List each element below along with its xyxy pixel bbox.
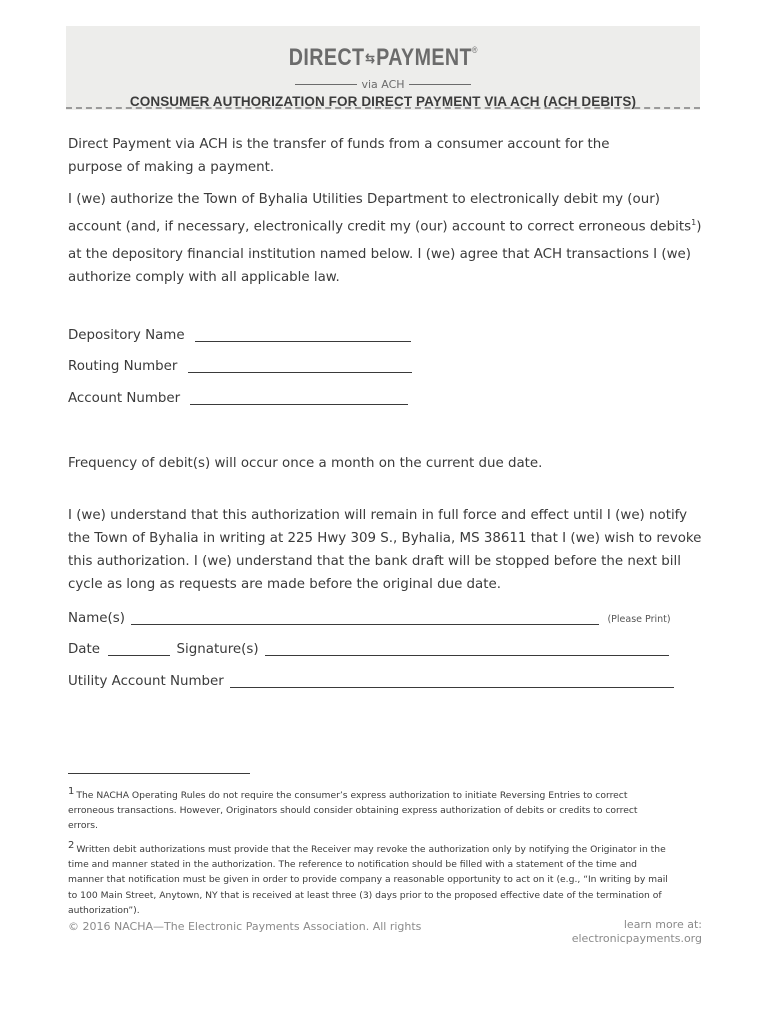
footnote-divider bbox=[68, 773, 250, 774]
title-divider bbox=[66, 107, 700, 109]
frequency-text: Frequency of debit(s) will occur once a month on the current due date. bbox=[68, 456, 543, 471]
page-title: CONSUMER AUTHORIZATION FOR DIRECT PAYMENT VIA ACH (ACH DEBITS) bbox=[129, 94, 637, 109]
auth-line-2: account (and, if necessary, electronically credit my (our) account to correct erroneous debits$^1$) bbox=[68, 218, 702, 235]
routing-number-field bbox=[68, 358, 412, 374]
authorization-paragraph bbox=[68, 188, 718, 238]
intro-paragraph bbox=[68, 133, 708, 179]
website-link[interactable]: electronicpayments.org bbox=[571, 932, 702, 945]
logo-sub-text: via ACH bbox=[361, 78, 405, 91]
understand-line-1: I (we) understand that this authorization will remain in full force and effect until I (we) notify bbox=[68, 508, 688, 523]
understand-line-3: this authorization. I (we) understand that the bank draft will be stopped before the next bill bbox=[68, 554, 681, 569]
auth-line-1: I (we) authorize the Town of Byhalia Utilities Department to electronically debit my (our) bbox=[68, 192, 660, 207]
please-print-note: (Please Print) bbox=[607, 614, 671, 625]
auth-line-4: authorize comply with all applicable law. bbox=[68, 270, 340, 285]
footnote-ref-1: 1 bbox=[691, 218, 697, 227]
logo-text-right: PAYMENT bbox=[375, 44, 472, 71]
arrows-icon: ⇆ bbox=[364, 50, 376, 66]
intro-line-1: Direct Payment via ACH is the transfer of funds from a consumer account for the bbox=[68, 137, 610, 152]
logo-text-left: DIRECT bbox=[288, 44, 365, 71]
footnote-2: 2 Written debit authorizations must provide that the Receiver may revoke the authorization only by notifying the Originator in the time and manner stated in the authorization. The reference to notification should be filled with a statement of the time and manner that notification must be given in order to provide company a reasonable opportunity to act on it (e.g., “In writing by mail to 100 Main Street, Anytown, NY that is received at least three (3) days prior to the proposed effective date of the termination of authorization”). bbox=[68, 840, 668, 916]
utility-account-field bbox=[68, 673, 674, 689]
depository-name-input[interactable] bbox=[195, 327, 411, 342]
account-number-field bbox=[68, 390, 408, 406]
footnote-1-number: 1 bbox=[68, 786, 75, 797]
signature-input[interactable] bbox=[265, 641, 669, 656]
utility-account-label: Utility Account Number bbox=[68, 674, 224, 689]
footnote-2-number: 2 bbox=[68, 840, 75, 851]
names-input[interactable] bbox=[131, 610, 599, 625]
auth-line-3: at the depository financial institution named below. I (we) agree that ACH transactions I (we) bbox=[68, 247, 692, 262]
registered-mark: ® bbox=[471, 45, 478, 55]
direct-payment-logo bbox=[66, 44, 700, 72]
routing-number-label: Routing Number bbox=[68, 359, 178, 374]
understand-line-2: the Town of Byhalia in writing at 225 Hwy 309 S., Byhalia, MS 38611 that I (we) wish to revoke bbox=[68, 531, 702, 546]
account-number-input[interactable] bbox=[190, 390, 408, 405]
date-label: Date bbox=[68, 642, 101, 657]
depository-name-label: Depository Name bbox=[68, 328, 185, 343]
date-signature-field bbox=[68, 641, 669, 657]
names-field bbox=[68, 610, 671, 626]
learn-more-label: learn more at: bbox=[623, 918, 702, 931]
revocation-paragraph bbox=[68, 504, 718, 596]
date-input[interactable] bbox=[108, 641, 170, 656]
authorization-paragraph-cont bbox=[68, 243, 718, 289]
intro-line-2: purpose of making a payment. bbox=[68, 160, 275, 175]
understand-line-4: cycle as long as requests are made before the original due date. bbox=[68, 577, 502, 592]
copyright-text: © 2016 NACHA—The Electronic Payments Association. All rights bbox=[68, 920, 422, 933]
routing-number-input[interactable] bbox=[188, 358, 412, 373]
signature-label: Signature(s) bbox=[176, 642, 259, 657]
account-number-label: Account Number bbox=[68, 391, 181, 406]
logo-subtitle bbox=[66, 78, 700, 91]
depository-name-field bbox=[68, 327, 411, 343]
names-label: Name(s) bbox=[68, 611, 125, 626]
learn-more-block bbox=[572, 918, 702, 946]
footnote-1: 1 The NACHA Operating Rules do not require the consumer’s express authorization to initiate Reversing Entries to correct erroneous transactions. However, Originators should consider obtaining express authorization of debits or credits to correct errors. bbox=[68, 786, 638, 832]
utility-account-input[interactable] bbox=[230, 673, 674, 688]
